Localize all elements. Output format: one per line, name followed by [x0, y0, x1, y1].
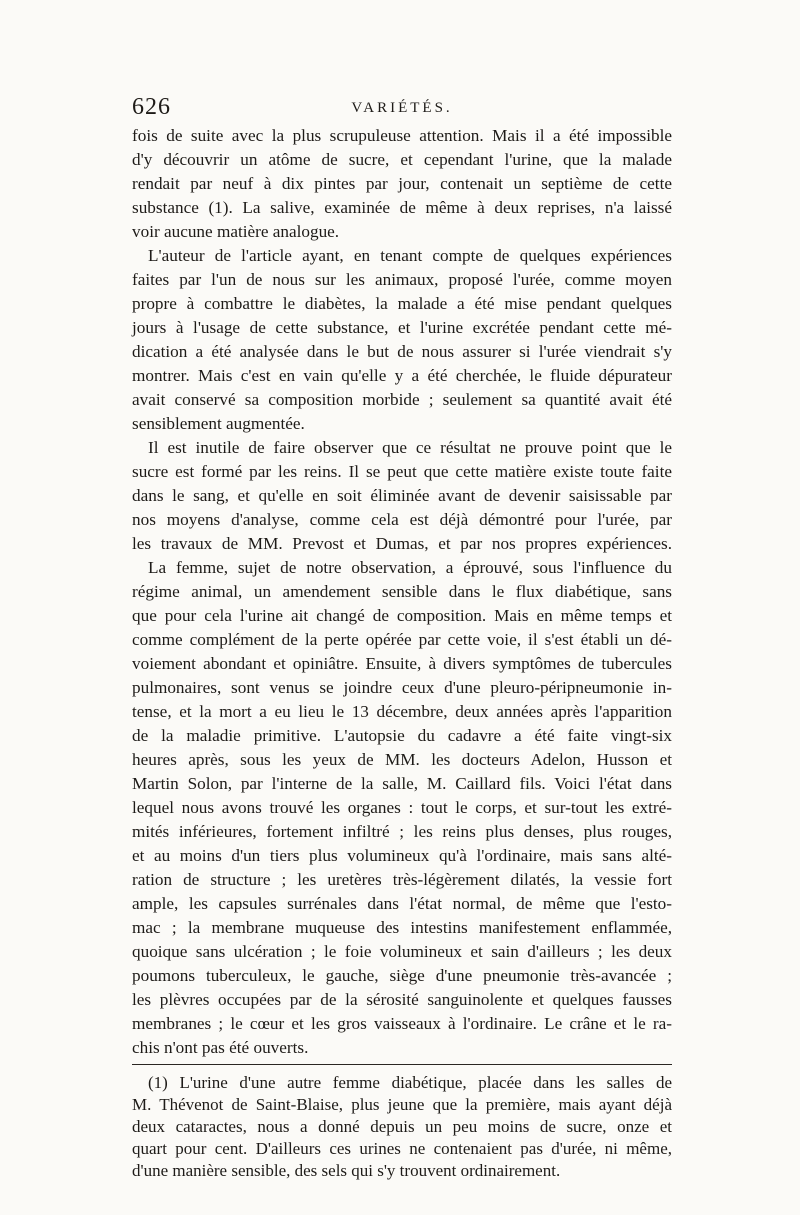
body-line: de la maladie primitive. L'autopsie du cadavre a été faite vingt-six [132, 726, 672, 745]
body-line: L'auteur de l'article ayant, en tenant compte de quelques expériences [148, 246, 672, 265]
body-line: La femme, sujet de notre observation, a éprouvé, sous l'influence du [148, 558, 672, 577]
body-line: voir aucune matière analogue. [132, 222, 340, 241]
body-line: que pour cela l'urine ait changé de composition. Mais en même temps et [132, 606, 672, 625]
footnote-line: (1) L'urine d'une autre femme diabétique, placée dans les salles de [148, 1073, 672, 1092]
body-line: montrer. Mais c'est en vain qu'elle y a été cherchée, le fluide dépurateur [132, 366, 672, 385]
body-line: Martin Solon, par l'interne de la salle, M. Caillard fils. Voici l'état dans [132, 774, 672, 793]
footnote-line: quart pour cent. D'ailleurs ces urines ne contenaient pas d'urée, ni même, [132, 1139, 672, 1158]
page-header [132, 94, 672, 128]
body-line: fois de suite avec la plus scrupuleuse attention. Mais il a été impossible [132, 126, 672, 145]
body-line: dication a été analysée dans le but de nous assurer si l'urée viendrait s'y [132, 342, 672, 361]
body-line: comme complément de la perte opérée par cette voie, il s'est établi un dé- [132, 630, 672, 649]
body-line: les travaux de MM. Prevost et Dumas, et par nos propres expériences. [132, 534, 672, 553]
body-line: jours à l'usage de cette substance, et l'urine excrétée pendant cette mé- [132, 318, 672, 337]
running-head: VARIÉTÉS. [351, 100, 453, 116]
body-line: d'y découvrir un atôme de sucre, et cependant l'urine, que la malade [132, 150, 672, 169]
body-line: membranes ; le cœur et les gros vaisseaux à l'ordinaire. Le crâne et le ra- [132, 1014, 672, 1033]
body-line: et au moins d'un tiers plus volumineux qu'à l'ordinaire, mais sans alté- [132, 846, 672, 865]
body-line: propre à combattre le diabètes, la malade a été mise pendant quelques [132, 294, 672, 313]
body-line: régime animal, un amendement sensible dans le flux diabétique, sans [132, 582, 672, 601]
body-line: sucre est formé par les reins. Il se peut que cette matière existe toute faite [132, 462, 672, 481]
body-line: avait conservé sa composition morbide ; seulement sa quantité avait été [132, 390, 672, 409]
body-line: lequel nous avons trouvé les organes : tout le corps, et sur-tout les extré- [132, 798, 672, 817]
body-line: ample, les capsules surrénales dans l'état normal, de même que l'esto- [132, 894, 672, 913]
body-line: voiement abondant et opiniâtre. Ensuite, à divers symptômes de tubercules [132, 654, 672, 673]
body-line: mac ; la membrane muqueuse des intestins manifestement enflammée, [132, 918, 672, 937]
body-line: sensiblement augmentée. [132, 414, 305, 433]
body-line: nos moyens d'analyse, comme cela est déjà démontré pour l'urée, par [132, 510, 672, 529]
body-line: rendait par neuf à dix pintes par jour, contenait un septième de cette [132, 174, 672, 193]
footnote-line: M. Thévenot de Saint-Blaise, plus jeune que la première, mais ayant déjà [132, 1095, 672, 1114]
body-line: les plèvres occupées par de la sérosité sanguinolente et quelques fausses [132, 990, 672, 1009]
body-line: dans le sang, et qu'elle en soit éliminée avant de devenir saisissable par [132, 486, 672, 505]
body-line: mités inférieures, fortement infiltré ; les reins plus denses, plus rouges, [132, 822, 672, 841]
footnote-line: d'une manière sensible, des sels qui s'y trouvent ordinairement. [132, 1161, 561, 1180]
body-line: pulmonaires, sont venus se joindre ceux d'une pleuro-péripneumonie in- [132, 678, 672, 697]
page-number: 626 [132, 94, 171, 120]
body-line: poumons tuberculeux, le gauche, siège d'une pneumonie très-avancée ; [132, 966, 672, 985]
footnote-rule [132, 1064, 672, 1065]
body-line: Il est inutile de faire observer que ce résultat ne prouve point que le [148, 438, 672, 457]
body-line: heures après, sous les yeux de MM. les docteurs Adelon, Husson et [132, 750, 672, 769]
body-line: chis n'ont pas été ouverts. [132, 1038, 309, 1057]
body-line: ration de structure ; les uretères très-légèrement dilatés, la vessie fort [132, 870, 672, 889]
body-line: quoique sans ulcération ; le foie volumineux et sain d'ailleurs ; les deux [132, 942, 672, 961]
body-line: tense, et la mort a eu lieu le 13 décembre, deux années après l'apparition [132, 702, 672, 721]
body-line: substance (1). La salive, examinée de même à deux reprises, n'a laissé [132, 198, 672, 217]
footnote-line: deux cataractes, nous a donné depuis un peu moins de sucre, onze et [132, 1117, 672, 1136]
body-line: faites par l'un de nous sur les animaux, proposé l'urée, comme moyen [132, 270, 672, 289]
